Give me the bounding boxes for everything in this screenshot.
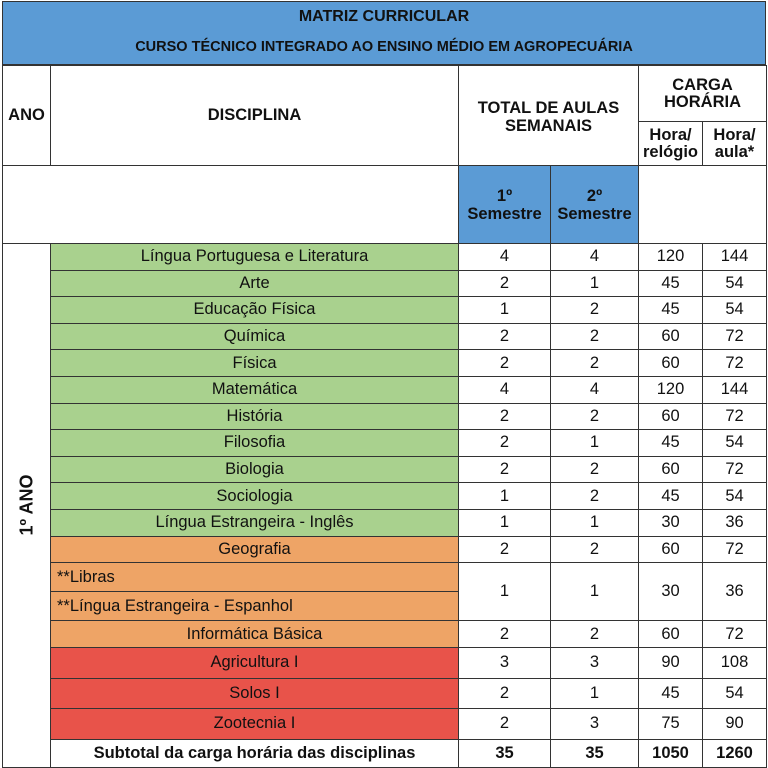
- semester-1-value: 4: [459, 244, 551, 271]
- semester-2-value: 2: [551, 350, 639, 377]
- semester-1-value: 1: [459, 297, 551, 324]
- table-row: [3, 648, 767, 679]
- discipline-name: História: [51, 403, 459, 430]
- table-row: [3, 430, 767, 457]
- hora-aula-value: 108: [703, 648, 767, 679]
- year-label: 1º ANO: [16, 474, 36, 536]
- table-row: [3, 483, 767, 510]
- semester-2-value: 1: [551, 563, 639, 621]
- discipline-name: Solos I: [51, 678, 459, 709]
- semester-2-value: 3: [551, 709, 639, 740]
- hora-aula-value: 72: [703, 350, 767, 377]
- table-row: [3, 376, 767, 403]
- header-carga-horaria: CARGA HORÁRIA: [639, 66, 767, 122]
- discipline-name: Geografia: [51, 536, 459, 563]
- semester-1-value: 2: [459, 456, 551, 483]
- semester-1-value: 2: [459, 403, 551, 430]
- subtotal-hora-relogio: 1050: [639, 739, 703, 767]
- discipline-name: Filosofia: [51, 430, 459, 457]
- hora-aula-value: 72: [703, 403, 767, 430]
- discipline-name-libras: **Libras: [57, 568, 115, 587]
- discipline-name: Língua Portuguesa e Literatura: [51, 244, 459, 271]
- hora-relogio-value: 45: [639, 678, 703, 709]
- discipline-name: Zootecnia I: [51, 709, 459, 740]
- semester-header-blank-right: [639, 166, 767, 244]
- subtotal-label: Subtotal da carga horária das disciplinas: [51, 739, 459, 767]
- table-row: [3, 270, 767, 297]
- hora-relogio-value: 45: [639, 297, 703, 324]
- hora-aula-value: 72: [703, 621, 767, 648]
- hora-aula-value: 54: [703, 430, 767, 457]
- discipline-name: Física: [51, 350, 459, 377]
- semester-2-value: 2: [551, 536, 639, 563]
- hora-aula-value: 36: [703, 509, 767, 536]
- table-row: [3, 678, 767, 709]
- semester-2-value: 2: [551, 297, 639, 324]
- hora-relogio-value: 45: [639, 270, 703, 297]
- subtotal-row: [3, 739, 767, 767]
- subtotal-hora-aula: 1260: [703, 739, 767, 767]
- hora-relogio-value: 75: [639, 709, 703, 740]
- discipline-name: Biologia: [51, 456, 459, 483]
- semester-2-value: 2: [551, 403, 639, 430]
- semester-2-value: 1: [551, 678, 639, 709]
- hora-relogio-value: 45: [639, 483, 703, 510]
- header-hora-relogio: Hora/ relógio: [639, 122, 703, 166]
- header-semestre-1: 1º Semestre: [459, 166, 551, 244]
- semester-header-row: [3, 166, 767, 244]
- hora-relogio-value: 60: [639, 621, 703, 648]
- hora-relogio-value: 60: [639, 456, 703, 483]
- header-ano: ANO: [3, 66, 51, 166]
- semester-1-value: 2: [459, 678, 551, 709]
- discipline-name: Língua Estrangeira - Inglês: [51, 509, 459, 536]
- semester-2-value: 2: [551, 456, 639, 483]
- hora-relogio-value: 45: [639, 430, 703, 457]
- discipline-name: Arte: [51, 270, 459, 297]
- discipline-name: Sociologia: [51, 483, 459, 510]
- semester-2-value: 4: [551, 376, 639, 403]
- header-disciplina: DISCIPLINA: [51, 66, 459, 166]
- table-row: [3, 621, 767, 648]
- header-hora-aula: Hora/ aula*: [703, 122, 767, 166]
- hora-aula-value: 54: [703, 483, 767, 510]
- semester-1-value: 2: [459, 270, 551, 297]
- semester-2-value: 2: [551, 483, 639, 510]
- table-row: [3, 244, 767, 271]
- semester-2-value: 2: [551, 621, 639, 648]
- semester-1-value: 2: [459, 621, 551, 648]
- curriculum-table: [2, 65, 767, 768]
- hora-aula-value: 144: [703, 244, 767, 271]
- discipline-combined-cell: [51, 563, 459, 621]
- hora-aula-value: 54: [703, 297, 767, 324]
- hora-relogio-value: 90: [639, 648, 703, 679]
- semester-2-value: 4: [551, 244, 639, 271]
- discipline-name: Agricultura I: [51, 648, 459, 679]
- matrix-title: MATRIZ CURRICULAR: [298, 8, 470, 25]
- hora-aula-value: 72: [703, 323, 767, 350]
- discipline-name: Matemática: [51, 376, 459, 403]
- subtotal-semester-2: 35: [551, 739, 639, 767]
- semester-2-value: 1: [551, 270, 639, 297]
- table-row: [3, 297, 767, 324]
- table-row: [3, 323, 767, 350]
- semester-1-value: 2: [459, 430, 551, 457]
- year-cell: [3, 244, 51, 768]
- discipline-name-espanhol: **Língua Estrangeira - Espanhol: [57, 597, 293, 616]
- hora-relogio-value: 30: [639, 509, 703, 536]
- hora-relogio-value: 60: [639, 350, 703, 377]
- table-row: [3, 403, 767, 430]
- table-row-combined: [3, 563, 767, 621]
- semester-1-value: 4: [459, 376, 551, 403]
- semester-2-value: 3: [551, 648, 639, 679]
- semester-1-value: 1: [459, 509, 551, 536]
- hora-relogio-value: 120: [639, 376, 703, 403]
- hora-relogio-value: 120: [639, 244, 703, 271]
- header-total-aulas: TOTAL DE AULAS SEMANAIS: [459, 66, 639, 166]
- hora-aula-value: 72: [703, 456, 767, 483]
- semester-1-value: 2: [459, 709, 551, 740]
- semester-1-value: 1: [459, 483, 551, 510]
- table-row: [3, 536, 767, 563]
- hora-relogio-value: 30: [639, 563, 703, 621]
- hora-aula-value: 144: [703, 376, 767, 403]
- semester-1-value: 3: [459, 648, 551, 679]
- semester-1-value: 2: [459, 350, 551, 377]
- table-row: [3, 509, 767, 536]
- semester-1-value: 1: [459, 563, 551, 621]
- semester-2-value: 2: [551, 323, 639, 350]
- title-block: [2, 1, 766, 65]
- discipline-name: Química: [51, 323, 459, 350]
- discipline-name: Informática Básica: [51, 621, 459, 648]
- hora-relogio-value: 60: [639, 323, 703, 350]
- header-semestre-2: 2º Semestre: [551, 166, 639, 244]
- discipline-name: Educação Física: [51, 297, 459, 324]
- table-row: [3, 456, 767, 483]
- hora-relogio-value: 60: [639, 403, 703, 430]
- hora-aula-value: 36: [703, 563, 767, 621]
- semester-1-value: 2: [459, 323, 551, 350]
- course-subtitle: CURSO TÉCNICO INTEGRADO AO ENSINO MÉDIO EM AGROPECUÁRIA: [135, 39, 633, 55]
- table-row: [3, 709, 767, 740]
- semester-1-value: 2: [459, 536, 551, 563]
- subtotal-semester-1: 35: [459, 739, 551, 767]
- hora-aula-value: 54: [703, 678, 767, 709]
- hora-aula-value: 72: [703, 536, 767, 563]
- hora-aula-value: 54: [703, 270, 767, 297]
- table-row: [3, 350, 767, 377]
- semester-2-value: 1: [551, 509, 639, 536]
- hora-aula-value: 90: [703, 709, 767, 740]
- semester-2-value: 1: [551, 430, 639, 457]
- hora-relogio-value: 60: [639, 536, 703, 563]
- semester-header-blank: [3, 166, 459, 244]
- header-row: [3, 66, 767, 122]
